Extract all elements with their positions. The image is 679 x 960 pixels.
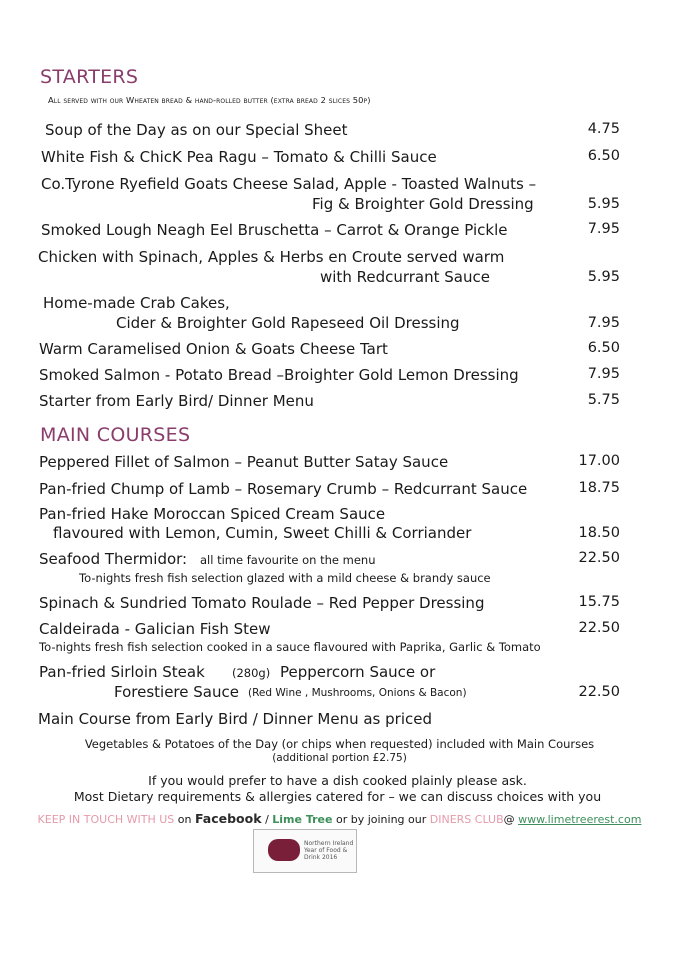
keep-in-touch-line <box>0 811 679 826</box>
diners-club-label: DINERS CLUB <box>429 813 504 826</box>
item-price: 18.50 <box>578 525 620 541</box>
item-description: To-nights fresh fish selection cooked in a sauce flavoured with Paprika, Garlic & Tomato <box>39 640 541 654</box>
lime-tree-link[interactable]: Lime Tree <box>272 813 333 826</box>
additional-portion-note: (additional portion £2.75) <box>272 752 407 764</box>
item-price: 5.95 <box>587 196 620 212</box>
item-price: 22.50 <box>578 550 620 566</box>
item-name: Soup of the Day as on our Special Sheet <box>45 121 348 139</box>
item-name: Starter from Early Bird/ Dinner Menu <box>39 392 314 410</box>
slash-text: / <box>265 813 269 826</box>
item-name: Peppered Fillet of Salmon – Peanut Butter Satay Sauce <box>39 453 449 471</box>
item-price: 18.75 <box>578 480 620 496</box>
keep-in-touch-label: KEEP IN TOUCH WITH US <box>37 813 175 826</box>
plain-cooking-note: If you would prefer to have a dish cooked plainly please ask. <box>148 773 527 788</box>
dietary-note: Most Dietary requirements & allergies catered for – we can discuss choices with you <box>73 789 602 804</box>
item-option: Peppercorn Sauce or <box>280 663 436 681</box>
vegetables-note: Vegetables & Potatoes of the Day (or chips when requested) included with Main Courses <box>84 737 595 751</box>
website-link[interactable]: www.limetreerest.com <box>518 813 642 826</box>
item-name: Main Course from Early Bird / Dinner Menu as priced <box>38 710 432 728</box>
logo-text: Northern Ireland Year of Food & Drink 2016 <box>304 840 354 861</box>
on-text: on <box>177 813 192 826</box>
main-courses-heading: MAIN COURSES <box>40 424 191 446</box>
join-text: or by joining our <box>335 813 427 826</box>
item-price: 5.75 <box>587 392 620 408</box>
item-name: Smoked Lough Neagh Eel Bruschetta – Carrot & Orange Pickle <box>41 221 508 239</box>
year-of-food-logo <box>253 829 357 873</box>
starters-bread-note: All served with our Wheaten bread & hand-rolled butter (extra bread 2 slices 50p) <box>48 95 371 105</box>
item-description: with Redcurrant Sauce <box>320 268 490 286</box>
item-description-detail: (Red Wine , Mushrooms, Onions & Bacon) <box>248 687 467 699</box>
item-price: 7.95 <box>587 366 620 382</box>
item-name: Smoked Salmon - Potato Bread –Broighter Gold Lemon Dressing <box>39 366 519 384</box>
item-price: 22.50 <box>578 684 620 700</box>
item-description: Forestiere Sauce <box>114 683 239 701</box>
item-price: 7.95 <box>587 221 620 237</box>
item-name: Pan-fried Hake Moroccan Spiced Cream Sauce <box>39 505 386 523</box>
item-price: 15.75 <box>578 594 620 610</box>
item-description: flavoured with Lemon, Cumin, Sweet Chilli & Corriander <box>53 524 472 542</box>
item-price: 22.50 <box>578 620 620 636</box>
item-name: Pan-fried Chump of Lamb – Rosemary Crumb – Redcurrant Sauce <box>39 480 528 498</box>
item-weight: (280g) <box>232 666 271 680</box>
item-name: Seafood Thermidor: <box>39 550 188 568</box>
facebook-link[interactable]: Facebook <box>194 811 262 826</box>
item-name: White Fish & ChicK Pea Ragu – Tomato & Chilli Sauce <box>41 148 437 166</box>
item-price: 6.50 <box>587 148 620 164</box>
item-name: Co.Tyrone Ryefield Goats Cheese Salad, Apple - Toasted Walnuts – <box>41 175 537 193</box>
item-price: 4.75 <box>587 121 620 137</box>
item-name: Spinach & Sundried Tomato Roulade – Red Pepper Dressing <box>39 594 485 612</box>
item-description: Fig & Broighter Gold Dressing <box>312 195 534 213</box>
item-price: 7.95 <box>587 315 620 331</box>
starters-heading: STARTERS <box>40 66 139 88</box>
item-tagline: all time favourite on the menu <box>200 553 376 567</box>
item-price: 6.50 <box>587 340 620 356</box>
item-name: Chicken with Spinach, Apples & Herbs en Croute served warm <box>38 248 505 266</box>
item-name: Pan-fried Sirloin Steak <box>39 663 205 681</box>
item-name: Home-made Crab Cakes, <box>43 294 230 312</box>
item-name: Warm Caramelised Onion & Goats Cheese Tart <box>39 340 388 358</box>
item-name: Caldeirada - Galician Fish Stew <box>39 620 271 638</box>
item-description: To-nights fresh fish selection glazed with a mild cheese & brandy sauce <box>79 571 491 585</box>
item-price: 17.00 <box>578 453 620 469</box>
at-text: @ <box>503 813 515 826</box>
logo-emblem <box>268 839 300 861</box>
item-price: 5.95 <box>587 269 620 285</box>
item-description: Cider & Broighter Gold Rapeseed Oil Dressing <box>116 314 460 332</box>
